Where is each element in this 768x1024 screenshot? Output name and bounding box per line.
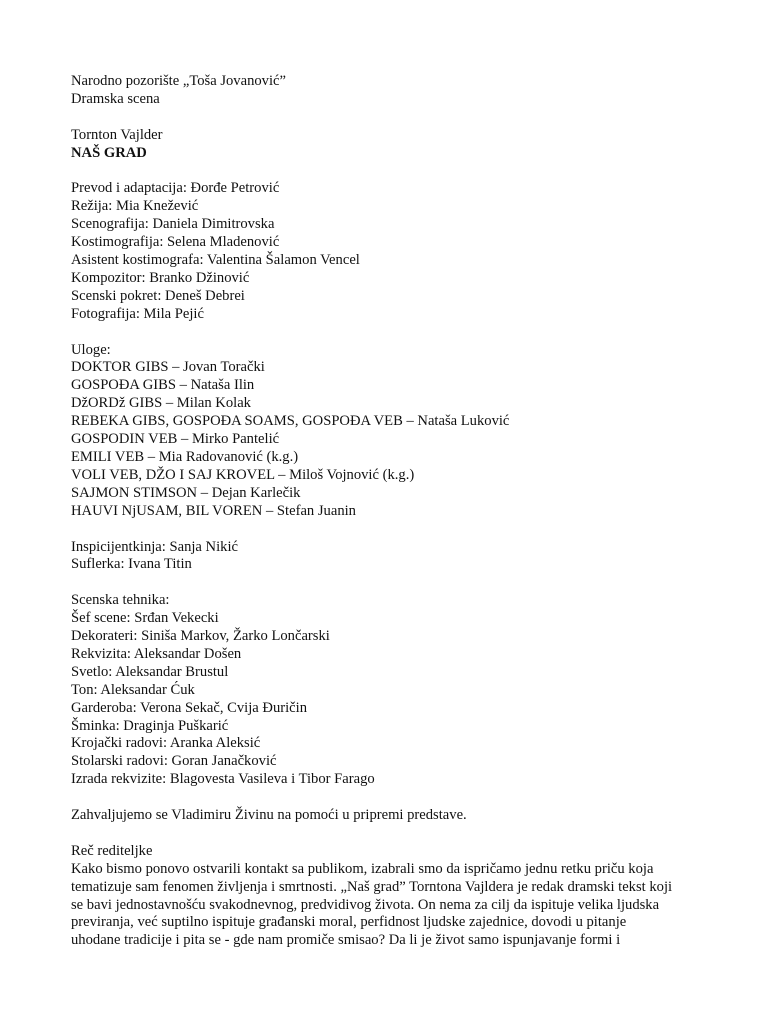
director-note-line: previranja, već suptilno ispituje građanski moral, perfidnost ljudske zajednice, dovodi u pitanje	[71, 914, 627, 931]
director-note-line: uhodane tradicije i pita se - gde nam promiče smisao? Da li je život samo ispunjavanje formi i	[71, 932, 621, 949]
credit-line: Prevod i adaptacija: Đorđe Petrović	[71, 180, 280, 197]
cast-list	[71, 342, 701, 521]
credit-line: Režija: Mia Knežević	[71, 198, 199, 215]
technical-heading: Scenska tehnika:	[71, 592, 170, 609]
technical-item: Stolarski radovi: Goran Janačković	[71, 753, 277, 770]
technical-crew-list	[71, 592, 701, 789]
technical-item: Krojački radovi: Aranka Aleksić	[71, 735, 261, 752]
cast-role: REBEKA GIBS, GOSPOĐA SOAMS, GOSPOĐA VEB – Nataša Luković	[71, 413, 510, 430]
cast-role: GOSPOĐA GIBS – Nataša Ilin	[71, 377, 255, 394]
cast-role: VOLI VEB, DŽO I SAJ KROVEL – Miloš Vojnović (k.g.)	[71, 466, 415, 483]
director-note-heading: Reč rediteljke	[71, 842, 153, 859]
stage-management-line: Suflerka: Ivana Titin	[71, 556, 192, 573]
cast-role: EMILI VEB – Mia Radovanović (k.g.)	[71, 448, 299, 465]
acknowledgement	[71, 807, 701, 825]
cast-heading: Uloge:	[71, 341, 111, 358]
play-title: NAŠ GRAD	[71, 144, 147, 161]
credit-line: Kostimografija: Selena Mladenović	[71, 234, 280, 251]
stage-management-line: Inspicijentkinja: Sanja Nikić	[71, 538, 238, 555]
technical-item: Ton: Aleksandar Ćuk	[71, 681, 195, 698]
director-note-line: tematizuje sam fenomen življenja i smrtnosti. „Naš grad” Torntona Vajldera je redak dramski tekst koji	[71, 878, 673, 895]
credits-list	[71, 180, 701, 323]
technical-item: Dekorateri: Siniša Markov, Žarko Lončarski	[71, 628, 330, 645]
cast-role: HAUVI NjUSAM, BIL VOREN – Stefan Juanin	[71, 502, 356, 519]
cast-role: DOKTOR GIBS – Jovan Torački	[71, 359, 265, 376]
cast-role: SAJMON STIMSON – Dejan Karlečik	[71, 484, 301, 501]
theatre-header	[71, 73, 701, 109]
stage-name: Dramska scena	[71, 90, 160, 107]
director-note-line: Kako bismo ponovo ostvarili kontakt sa publikom, izabrali smo da ispričamo jednu retku priču koja	[71, 860, 654, 877]
credit-line: Asistent kostimografa: Valentina Šalamon Vencel	[71, 252, 360, 269]
technical-item: Svetlo: Aleksandar Brustul	[71, 663, 229, 680]
technical-item: Garderoba: Verona Sekač, Cvija Đuričin	[71, 699, 307, 716]
theatre-name: Narodno pozorište „Toša Jovanović”	[71, 73, 286, 89]
cast-role: GOSPODIN VEB – Mirko Pantelić	[71, 431, 280, 448]
credit-line: Scenski pokret: Deneš Debrei	[71, 287, 245, 304]
cast-role: DžORDž GIBS – Milan Kolak	[71, 395, 251, 412]
director-note-line: se bavi jednostavnošću svakodnevnog, predvidivog života. On nema za cilj da ispituje velika ljudska	[71, 896, 660, 913]
technical-item: Šminka: Draginja Puškarić	[71, 717, 229, 734]
credit-line: Fotografija: Mila Pejić	[71, 305, 204, 322]
play-header	[71, 127, 701, 163]
technical-item: Šef scene: Srđan Vekecki	[71, 610, 219, 627]
credit-line: Scenografija: Daniela Dimitrovska	[71, 216, 275, 233]
document-page	[71, 73, 701, 950]
technical-item: Izrada rekvizite: Blagovesta Vasileva i Tibor Farago	[71, 771, 375, 788]
credit-line: Kompozitor: Branko Džinović	[71, 269, 250, 286]
stage-management-list	[71, 539, 701, 575]
director-note	[71, 843, 701, 950]
technical-item: Rekvizita: Aleksandar Došen	[71, 645, 242, 662]
play-author: Tornton Vajlder	[71, 126, 163, 143]
thanks-line: Zahvaljujemo se Vladimiru Živinu na pomoći u pripremi predstave.	[71, 807, 467, 824]
